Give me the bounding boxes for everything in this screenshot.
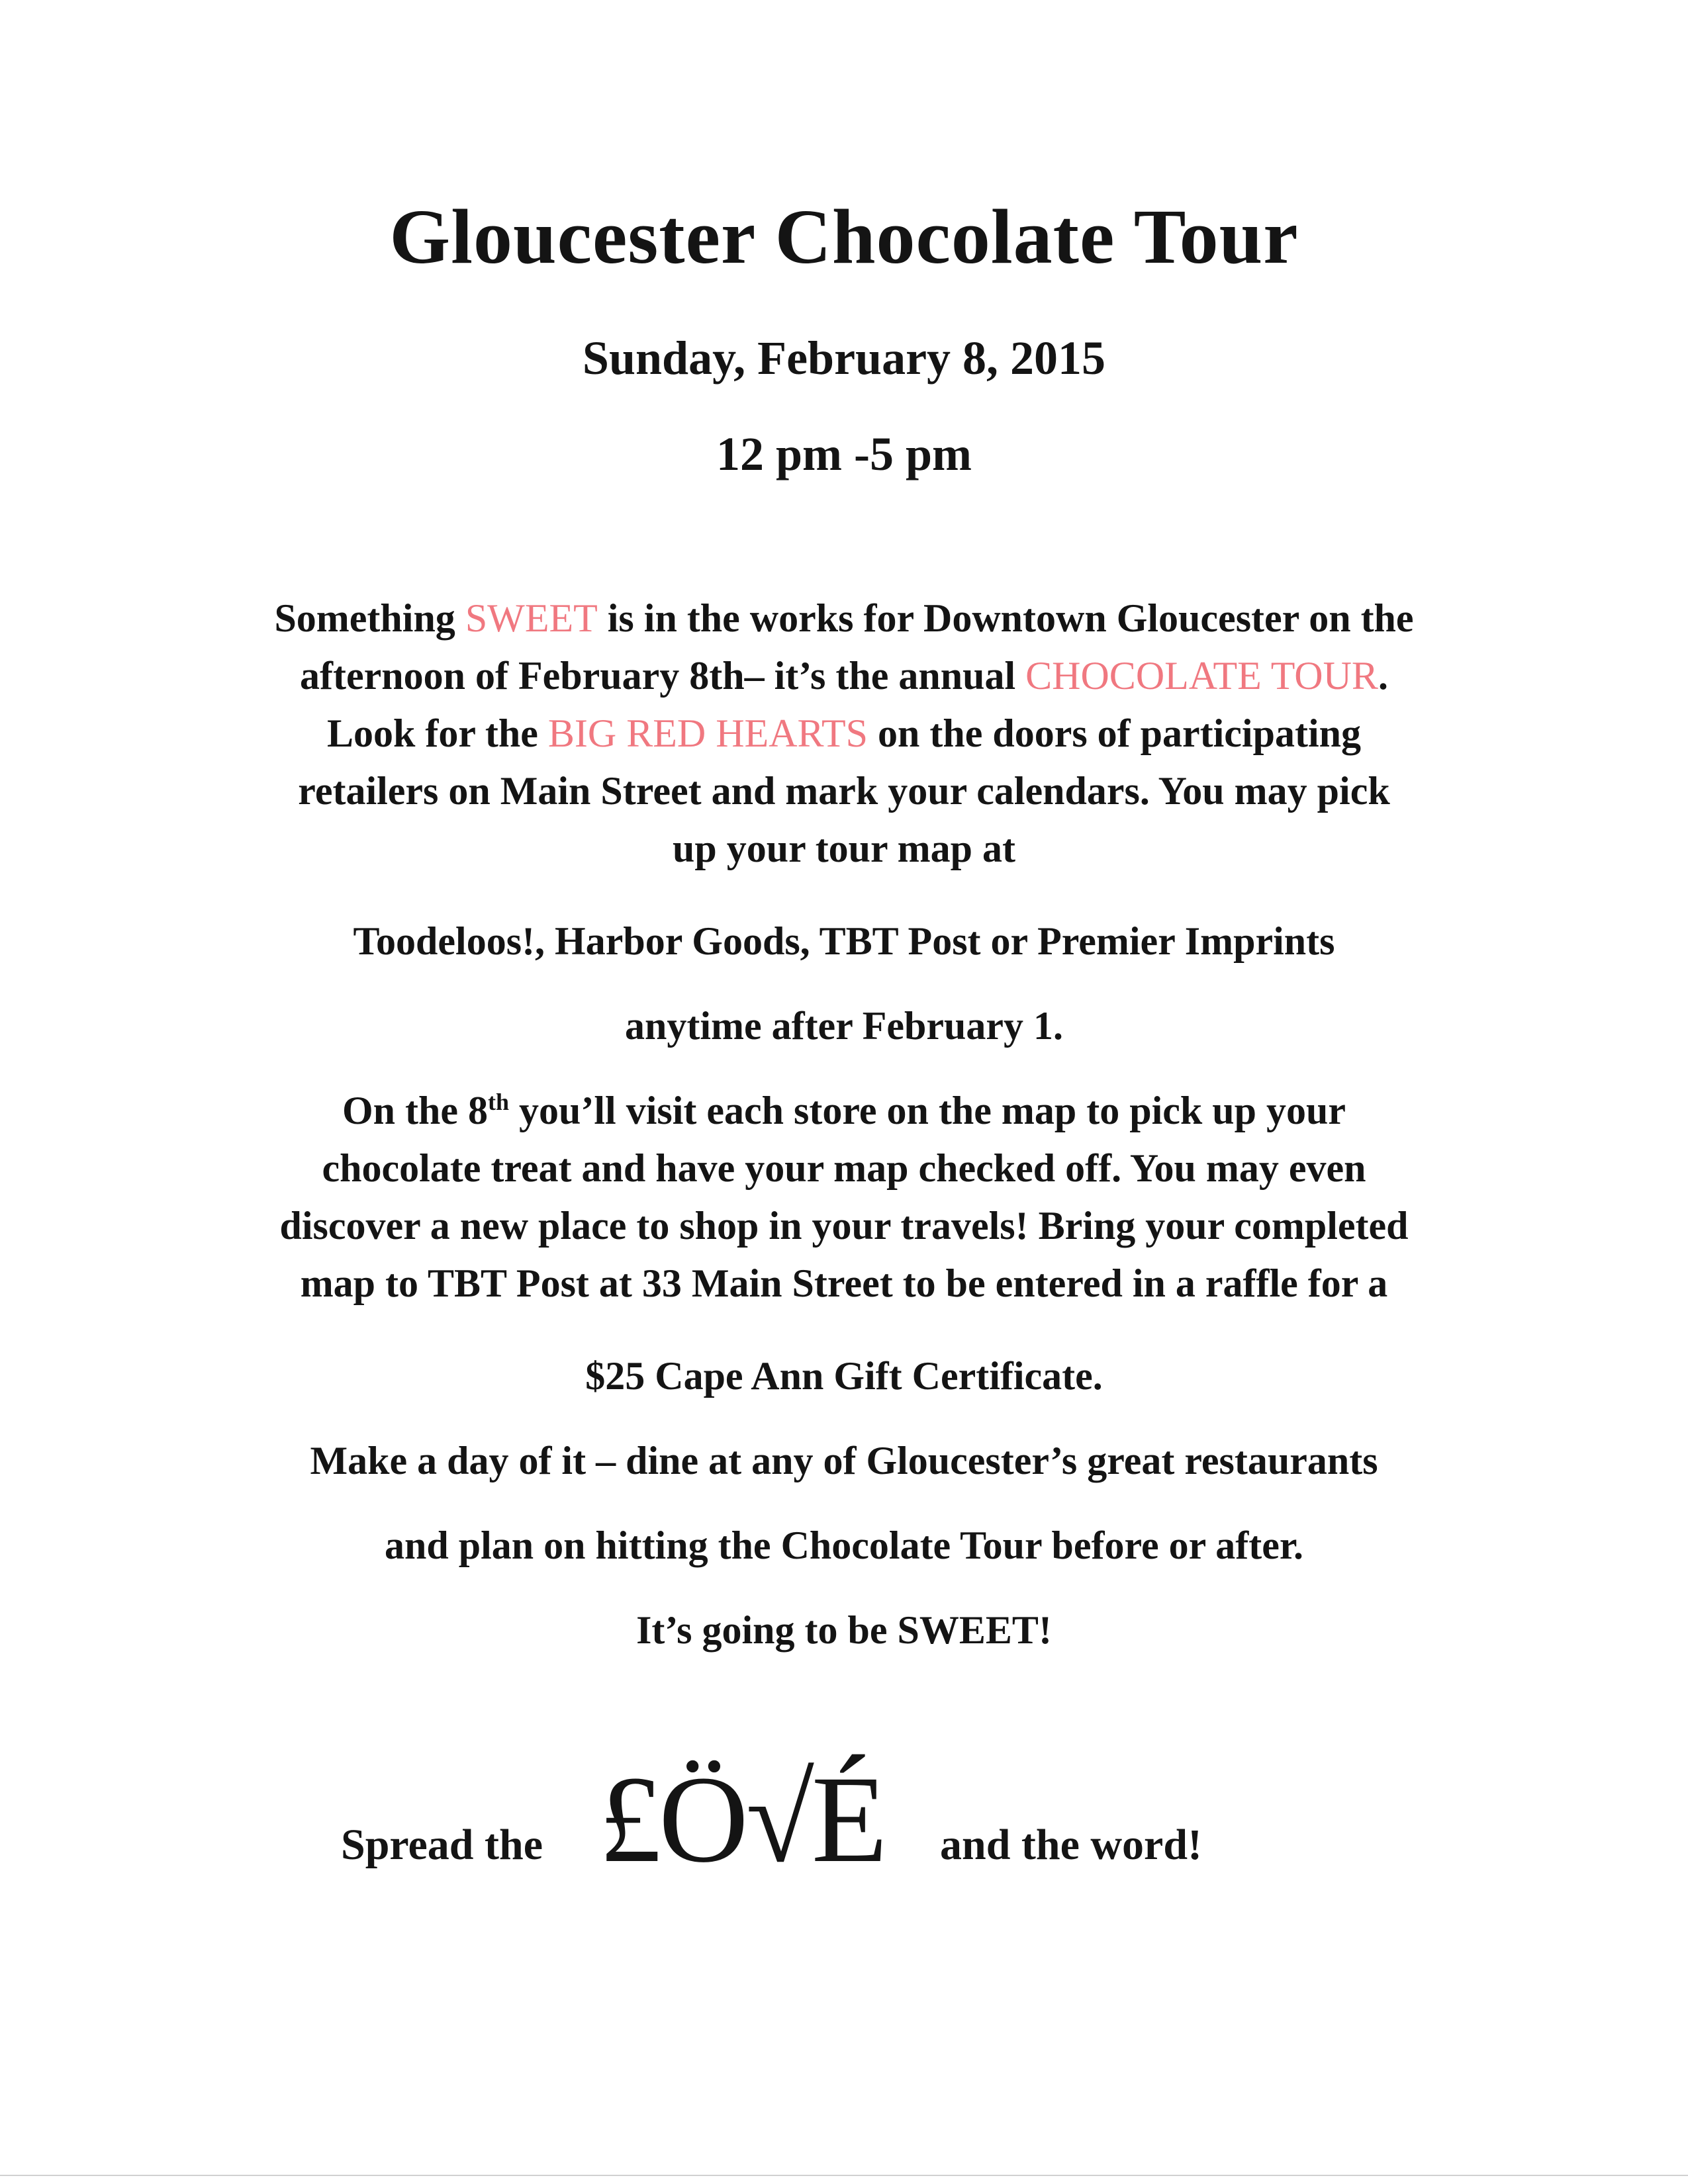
page-title: Gloucester Chocolate Tour [389, 193, 1299, 280]
intro-line-2 [0, 653, 1688, 699]
closing-line [0, 1747, 1688, 1888]
intro-line-1 [0, 596, 1688, 641]
intro-line-2-a: afternoon of February 8th– it’s the annual [300, 654, 1026, 698]
visit-line-3: discover a new place to shop in your travels! Bring your completed [279, 1204, 1409, 1248]
visit-line-4: map to TBT Post at 33 Main Street to be entered in a raffle for a [300, 1261, 1388, 1305]
scan-edge-divider [0, 2175, 1688, 2176]
highlight-big-red-hearts: BIG RED HEARTS [547, 711, 868, 755]
dine-line-1: Make a day of it – dine at any of Gloucester’s great restaurants [310, 1439, 1378, 1482]
intro-line-3 [0, 711, 1688, 756]
closing-left-text: Spread the [341, 1821, 543, 1869]
visit-line-1-a: On the 8 [342, 1089, 489, 1132]
closing-right-text: and the word! [940, 1821, 1203, 1869]
event-time: 12 pm -5 pm [716, 428, 972, 480]
visit-line-2: chocolate treat and have your map checked off. You may even [322, 1146, 1366, 1190]
intro-line-1-b: is in the works for Downtown Gloucester on the [597, 596, 1414, 640]
love-stylized-word: £Ö√É [599, 1750, 885, 1888]
intro-line-3-b: on the doors of participating [867, 711, 1361, 755]
intro-line-5: up your tour map at [673, 827, 1015, 870]
highlight-chocolate-tour: CHOCOLATE TOUR [1025, 654, 1378, 698]
event-date: Sunday, February 8, 2015 [582, 332, 1106, 385]
visit-line-1-b: you’ll visit each store on the map to pick up your [509, 1089, 1346, 1132]
prize-line: $25 Cape Ann Gift Certificate. [585, 1354, 1103, 1398]
intro-line-3-a: Look for the [326, 711, 548, 755]
stores-line: Toodeloos!, Harbor Goods, TBT Post or Premier Imprints [353, 919, 1335, 963]
sweet-line: It’s going to be SWEET! [636, 1608, 1052, 1652]
pickup-line: anytime after February 1. [624, 1004, 1064, 1048]
ordinal-suffix: th [488, 1089, 510, 1115]
intro-line-4: retailers on Main Street and mark your calendars. You may pick [298, 769, 1390, 813]
intro-line-2-b: . [1378, 654, 1388, 698]
intro-line-1-a: Something [274, 596, 465, 640]
visit-line-1 [0, 1088, 1688, 1134]
highlight-sweet: SWEET [465, 596, 598, 640]
dine-line-2: and plan on hitting the Chocolate Tour before or after. [385, 1524, 1303, 1567]
